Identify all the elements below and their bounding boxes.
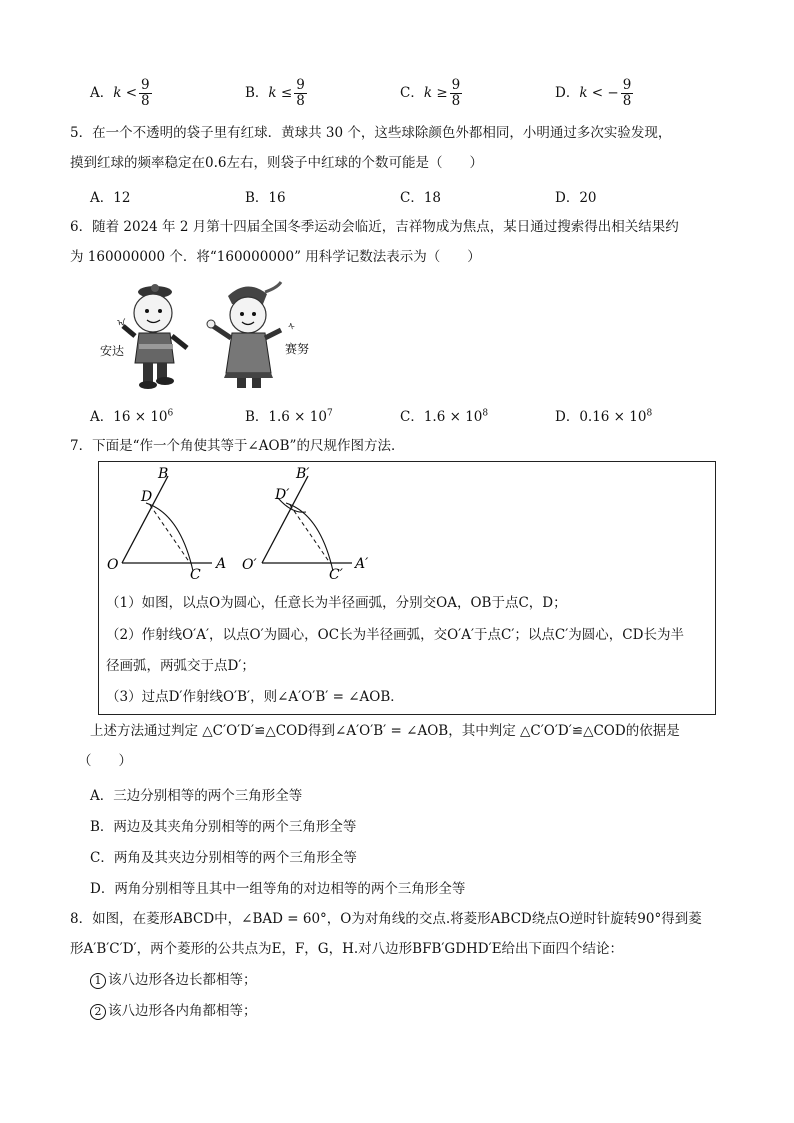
mascot-anda-mongolian: ᠠ <box>117 319 126 329</box>
label-b: B <box>158 466 169 482</box>
label-a-prime: A′ <box>355 556 369 572</box>
q6-choice-d <box>555 405 652 425</box>
label-a: A <box>216 556 227 572</box>
q5-choice-b: B．16 <box>245 190 286 206</box>
choice-text: C．1.6 × 10 <box>400 409 483 425</box>
mascot-sainu-label: 赛努 <box>285 342 310 356</box>
choice-expr: k < − <box>579 85 619 101</box>
q7-question-line2: （ ） <box>78 753 132 769</box>
segment-cd <box>150 505 190 563</box>
q8-stem-line1: 8．如图，在菱形ABCD中，∠BAD = 60°，O为对角线的交点.将菱形ABCD绕点O逆时针旋转90°得到菱 <box>70 911 702 927</box>
q7-question-line1: 上述方法通过判定 △C′O′D′≌△COD得到∠A′O′B′ = ∠AOB，其中判定 △C′O′D′≌△COD的依据是 <box>90 723 680 739</box>
q5-choice-d: D．20 <box>555 190 597 206</box>
choice-expr: k < <box>113 85 138 101</box>
q4-choice-a <box>90 78 152 109</box>
denominator: 8 <box>451 93 461 109</box>
q7-choice-d: D．两角分别相等且其中一组等角的对边相等的两个三角形全等 <box>90 881 466 897</box>
q5-choice-c: C．18 <box>400 190 442 206</box>
q6-stem-line1: 6．随着 2024 年 2 月第十四届全国冬季运动会临近，吉祥物成为焦点，某日通过搜索得出相关结果约 <box>70 219 679 235</box>
q7-step3: （3）过点D′作射线O′B′，则∠A′O′B′ = ∠AOB． <box>106 689 404 705</box>
numerator: 9 <box>141 77 150 93</box>
mascot-sainu-mongolian: ᠰ <box>288 323 295 333</box>
denominator: 8 <box>141 93 150 109</box>
numerator: 9 <box>622 77 632 93</box>
q7-stem: 7．下面是“作一个角使其等于∠AOB”的尺规作图方法． <box>70 438 405 454</box>
choice-letter: B． <box>245 85 269 101</box>
q7-step2-line2: 径画弧，两弧交于点D′； <box>106 658 255 674</box>
fraction <box>139 78 152 109</box>
q7-step2-line1: （2）作射线O′A′，以点O′为圆心，OC长为半径画弧，交O′A′于点C′；以点C′为圆心，CD长为半 <box>106 627 684 643</box>
exponent: 8 <box>482 408 489 419</box>
conclusion-text: 该八边形各边长都相等； <box>108 972 257 988</box>
arc-c-prime <box>286 503 333 571</box>
label-o-prime: O′ <box>242 557 257 573</box>
q6-stem-line2: 为 160000000 个．将“160000000” 用科学记数法表示为（ ） <box>70 249 481 265</box>
mascot-illustration <box>95 278 335 393</box>
q8-stem-line2: 形A′B′C′D′，两个菱形的公共点为E，F，G，H.对八边形BFB′GDHD′E给出下面四个结论： <box>70 941 624 957</box>
q5-stem-line2: 摸到红球的频率稳定在0.6左右，则袋子中红球的个数可能是（ ） <box>70 155 483 171</box>
fraction <box>621 78 634 109</box>
segment-c-prime-d-prime <box>290 505 330 563</box>
q4-choice-b <box>245 78 307 109</box>
mascot-sainu-figure <box>207 282 281 388</box>
exponent: 8 <box>646 408 653 419</box>
circled-number: 1 <box>90 973 106 989</box>
q4-choice-c <box>400 78 462 109</box>
q7-choice-c: C．两角及其夹边分别相等的两个三角形全等 <box>90 850 357 866</box>
fraction <box>450 78 463 109</box>
label-c-prime: C′ <box>329 567 343 583</box>
q6-choice-c <box>400 405 488 425</box>
denominator: 8 <box>296 93 305 109</box>
q6-choice-b <box>245 405 333 425</box>
numerator: 9 <box>296 77 305 93</box>
exponent: 6 <box>167 408 174 419</box>
numerator: 9 <box>451 77 461 93</box>
label-o: O <box>107 557 119 573</box>
q8-conclusion-1 <box>90 970 257 990</box>
q5-stem-line1: 5．在一个不透明的袋子里有红球．黄球共 30 个，这些球除颜色外都相同，小明通过多次实验发现， <box>70 125 672 141</box>
choice-letter: D． <box>555 85 580 101</box>
exponent: 7 <box>326 408 333 419</box>
choice-text: D．0.16 × 10 <box>555 409 647 425</box>
choice-text: B．1.6 × 10 <box>245 409 327 425</box>
q7-choice-a: A．三边分别相等的两个三角形全等 <box>90 788 303 804</box>
label-b-prime: B′ <box>296 466 310 482</box>
label-d: D <box>141 489 153 505</box>
q8-conclusion-2 <box>90 1001 257 1021</box>
label-d-prime: D′ <box>275 487 290 503</box>
choice-expr: k ≤ <box>268 85 293 101</box>
fraction <box>294 78 307 109</box>
q6-choice-a <box>90 405 173 425</box>
q5-choice-a: A．12 <box>90 190 131 206</box>
choice-letter: A． <box>90 85 114 101</box>
choice-expr: k ≥ <box>423 85 448 101</box>
choice-text: A．16 × 10 <box>90 409 168 425</box>
q7-construction-figure <box>100 462 400 587</box>
denominator: 8 <box>622 93 632 109</box>
choice-letter: C． <box>400 85 424 101</box>
conclusion-text: 该八边形各内角都相等； <box>108 1003 257 1019</box>
q4-choice-d <box>555 78 633 109</box>
mascot-anda-label: 安达 <box>100 344 125 358</box>
mascot-anda-figure <box>123 284 187 389</box>
q7-choice-b: B．两边及其夹角分别相等的两个三角形全等 <box>90 819 357 835</box>
label-c: C <box>190 567 201 583</box>
arc-cd <box>146 503 193 571</box>
q7-step1: （1）如图，以点O为圆心，任意长为半径画弧，分别交OA，OB于点C，D； <box>106 595 567 611</box>
circled-number: 2 <box>90 1004 106 1020</box>
